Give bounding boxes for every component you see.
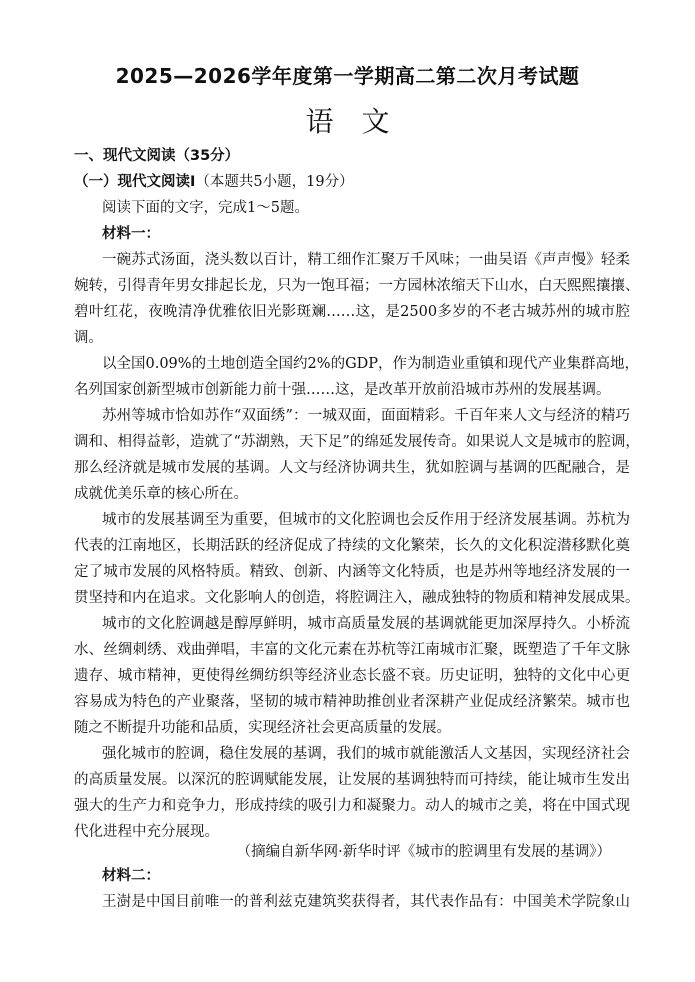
material-1-line: 代化进程中充分展现。 [74, 824, 219, 840]
material-1-line: 遗存、城市精神，更使得丝绸纺织等经济业态长盛不衰。历史证明，独特的文化中心更 [74, 668, 630, 684]
material-1-line: 贯坚持和内在追求。文化影响人的创造，将腔调注入，融成独特的物质和精神发展成果。 [74, 590, 640, 606]
material-1-line: 那么经济就是城市发展的基调。人文与经济协调共生，犹如腔调与基调的匹配融合，是 [74, 460, 630, 476]
subsection-label: （一）现代文阅读Ⅰ [74, 174, 196, 190]
material-1-line: 苏州等城市恰如苏作“双面绣”：一城双面，面面精彩。千百年来人文与经济的精巧 [102, 408, 630, 424]
material-1-line: 名列国家创新型城市创新能力前十强……这，是改革开放前沿城市苏州的发展基调。 [74, 382, 611, 398]
subsection-heading [74, 172, 354, 192]
subject-title: 语文 [305, 105, 418, 138]
material-2-line: 王澍是中国目前唯一的普利兹克建筑奖获得者，其代表作品有：中国美术学院象山 [102, 894, 630, 910]
material-1-line: 代表的江南地区，长期活跃的经济促成了持续的文化繁荣，长久的文化积淀潜移默化奠 [74, 538, 630, 554]
material-1-line: 调和、相得益彰，造就了“苏湖熟，天下足”的绵延发展传奇。如果说人文是城市的腔调， [74, 434, 640, 450]
material-1-line: 强大的生产力和竞争力，形成持续的吸引力和凝聚力。动人的城市之美，将在中国式现 [74, 798, 630, 814]
material-1-line: 水、丝绸刺绣、戏曲弹唱，丰富的文化元素在苏杭等江南城市汇聚，既塑造了千年文脉 [74, 642, 630, 658]
section-heading: 一、现代文阅读（35分） [74, 148, 240, 164]
material-1-line: 婉转，引得青年男女排起长龙，只为一饱耳福；一方园林浓缩天下山水，白天熙熙攘攘、 [74, 278, 640, 294]
material-1-line: 调。 [74, 330, 103, 346]
material-2-label: 材料二： [102, 868, 160, 884]
material-1-line: 随之不断提升功能和品质，实现经济社会更高质量的发展。 [74, 720, 451, 736]
material-1-line: 成就优美乐章的核心所在。 [74, 486, 248, 502]
material-1-line: 城市的文化腔调越是醇厚鲜明，城市高质量发展的基调就能更加深厚持久。小桥流 [102, 616, 630, 632]
material-1-line: 以全国0.09%的土地创造全国约2%的GDP，作为制造业重镇和现代产业集群高地， [102, 356, 640, 372]
material-1-source: （摘编自新华网·新华时评《城市的腔调里有发展的基调》） [236, 844, 611, 860]
material-1-line: 城市的发展基调至为重要，但城市的文化腔调也会反作用于经济发展基调。苏杭为 [102, 512, 630, 528]
material-1-line: 的高质量发展。以深沉的腔调赋能发展，让发展的基调独特而可持续，能让城市生发出 [74, 772, 630, 788]
material-1-label: 材料一： [102, 226, 160, 242]
material-1-line: 定了城市发展的风格特质。精致、创新、内涵等文化特质，也是苏州等地经济发展的一 [74, 564, 630, 580]
material-1-line: 碧叶红花，夜晚清净优雅依旧光影斑斓……这，是2500多岁的不老古城苏州的城市腔 [74, 304, 630, 320]
material-1-line: 容易成为特色的产业聚落，坚韧的城市精神助推创业者深耕产业促成经济繁荣。城市也 [74, 694, 630, 710]
subsection-note: （本题共5小题，19分） [195, 174, 354, 190]
exam-title: 2025—2026学年度第一学期高二第二次月考试题 [115, 64, 580, 88]
instruction: 阅读下面的文字，完成1～5题。 [102, 200, 309, 216]
material-1-line: 一碗苏式汤面，浇头数以百计，精工细作汇聚万千风味；一曲吴语《声声慢》轻柔 [102, 252, 630, 268]
material-1-line: 强化城市的腔调，稳住发展的基调，我们的城市就能激活人文基因，实现经济社会 [102, 746, 630, 762]
